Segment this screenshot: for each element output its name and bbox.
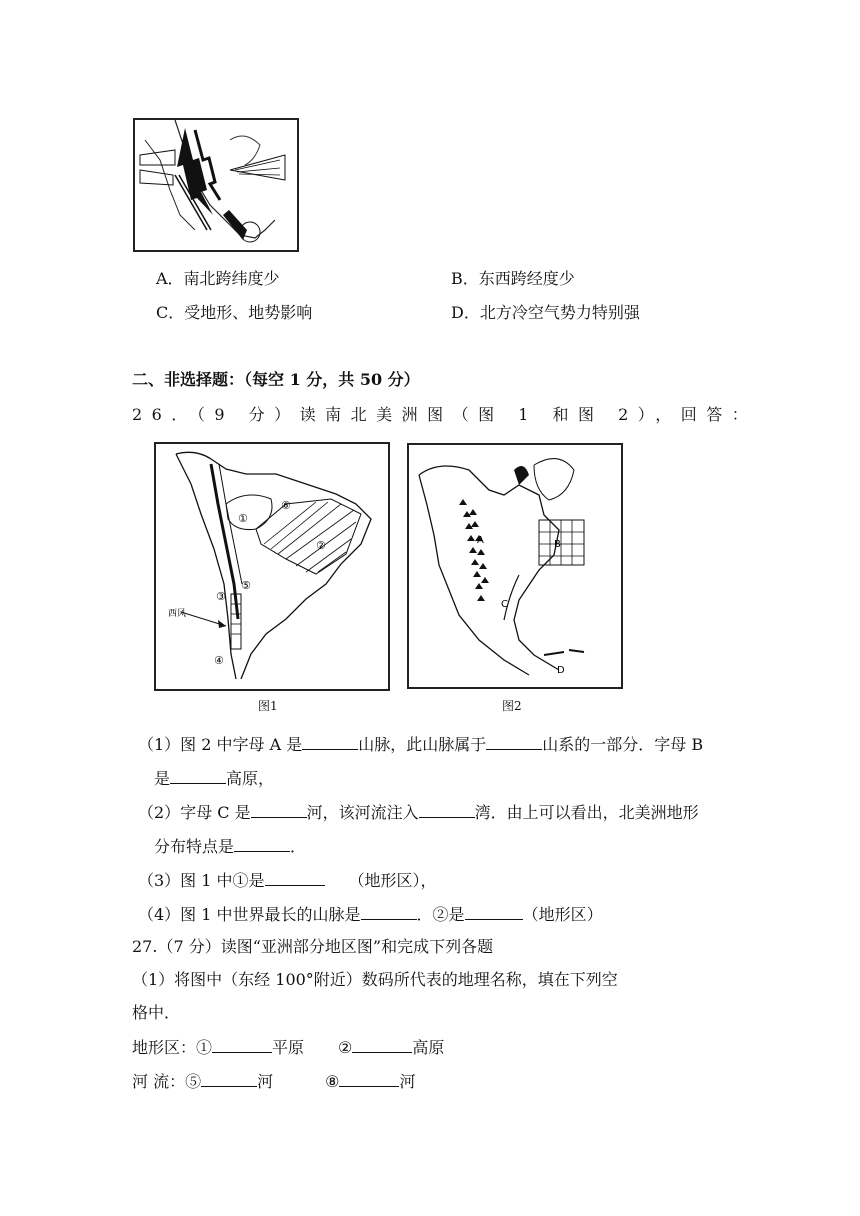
q26-p1-text-b: 山脉，此山脉属于 xyxy=(358,735,487,754)
q27-river-blank-1[interactable] xyxy=(201,1070,257,1087)
q26-p1-text-d: 是 xyxy=(154,769,171,788)
fig1-drawing xyxy=(156,444,388,689)
q27-header: 27.（7 分）读图“亚洲部分地区图”和完成下列各题 xyxy=(132,937,494,956)
fig2-caption: 图2 xyxy=(502,699,522,713)
q26-p3 xyxy=(138,869,437,892)
option-d: D．北方冷空气势力特别强 xyxy=(451,303,640,322)
option-c: C．受地形、地势影响 xyxy=(156,303,313,322)
q27-p1-line2: 格中． xyxy=(132,1003,181,1022)
fig1-label-2: ② xyxy=(316,539,326,552)
fig1-label-6: ⑥ xyxy=(281,499,291,512)
q27-river-text-b: 河 xyxy=(257,1072,274,1091)
q26-p2-blank-1[interactable] xyxy=(251,801,307,818)
fig2-label-c: C xyxy=(501,599,508,610)
q26-p3-text-b: （地形区）， xyxy=(348,871,437,890)
q26-p4 xyxy=(138,903,603,926)
q26-p1-text-c: 山系的一部分．字母 B xyxy=(542,735,704,754)
fig1-south-america-map xyxy=(154,442,390,691)
q26-p3-text-a: （3）图 1 中①是 xyxy=(138,871,265,890)
fig1-label-5: ⑤ xyxy=(241,579,251,592)
q27-landform-blank-1[interactable] xyxy=(212,1036,272,1053)
q26-p2-text-a: （2）字母 C 是 xyxy=(138,803,251,822)
option-a: A．南北跨纬度少 xyxy=(156,269,280,288)
q27-landform-blank-2[interactable] xyxy=(352,1036,412,1053)
q26-p2-text-b: 河，该河流注入 xyxy=(306,803,419,822)
fig1-caption: 图1 xyxy=(258,699,278,713)
fig2-north-america-map xyxy=(407,443,623,689)
q27-river-blank-2[interactable] xyxy=(339,1070,399,1087)
q26-p4-blank-2[interactable] xyxy=(465,903,523,920)
section2-title: 二、非选择题：（每空 1 分，共 50 分） xyxy=(132,370,420,389)
q27-p1-line1: （1）将图中（东经 100°附近）数码所代表的地理名称，填在下列空 xyxy=(132,970,618,989)
q26-p2-line2 xyxy=(154,835,306,858)
q26-p1-blank-2[interactable] xyxy=(486,733,542,750)
fig2-label-d: D xyxy=(557,665,565,676)
q27-river-text-d: 河 xyxy=(399,1072,416,1091)
q27-river-row xyxy=(132,1070,415,1093)
q25-map-drawing xyxy=(135,120,297,250)
q27-landform-text-d: 高原 xyxy=(412,1038,445,1057)
q26-p4-text-c: （地形区） xyxy=(522,905,603,924)
q25-map xyxy=(133,118,299,252)
fig2-label-b: B xyxy=(554,539,561,550)
fig2-drawing xyxy=(409,445,621,687)
fig1-label-1: ① xyxy=(238,512,248,525)
q26-p1-blank-3[interactable] xyxy=(170,767,226,784)
q27-river-text-a: 河 流：⑤ xyxy=(132,1072,202,1091)
q27-landform-row xyxy=(132,1036,444,1059)
q27-river-text-c: ⑧ xyxy=(325,1072,340,1091)
q26-p1-blank-1[interactable] xyxy=(302,733,358,750)
q26-p4-text-a: （4）图 1 中世界最长的山脉是 xyxy=(138,905,361,924)
q26-header: 26．（9 分）读南北美洲图（图 1 和图 2），回答： xyxy=(132,405,758,424)
fig1-label-4: ④ xyxy=(214,654,224,667)
q26-p2-text-e: ． xyxy=(290,837,307,856)
q26-p4-blank-1[interactable] xyxy=(361,903,417,920)
q26-p1-text-a: （1）图 2 中字母 A 是 xyxy=(138,735,303,754)
q27-landform-text-b: 平原 xyxy=(272,1038,305,1057)
q26-p2-blank-3[interactable] xyxy=(234,835,290,852)
q26-p2-text-c: 湾．由上可以看出，北美洲地形 xyxy=(474,803,699,822)
q26-p2-line1 xyxy=(138,801,699,824)
fig2-label-a: A xyxy=(477,535,484,546)
q26-p1-line2 xyxy=(154,767,274,790)
q26-p1-line1 xyxy=(138,733,703,756)
option-b: B．东西跨经度少 xyxy=(451,269,575,288)
q26-p3-blank[interactable] xyxy=(265,869,325,886)
fig1-westerly-label: 西风 xyxy=(168,609,187,619)
q26-p1-text-e: 高原， xyxy=(226,769,275,788)
q27-landform-text-c: ② xyxy=(338,1038,353,1057)
q26-p2-blank-2[interactable] xyxy=(419,801,475,818)
fig1-label-3: ③ xyxy=(216,590,226,603)
q27-landform-text-a: 地形区：① xyxy=(132,1038,213,1057)
q26-p4-text-b: ．②是 xyxy=(416,905,465,924)
q26-p2-text-d: 分布特点是 xyxy=(154,837,235,856)
